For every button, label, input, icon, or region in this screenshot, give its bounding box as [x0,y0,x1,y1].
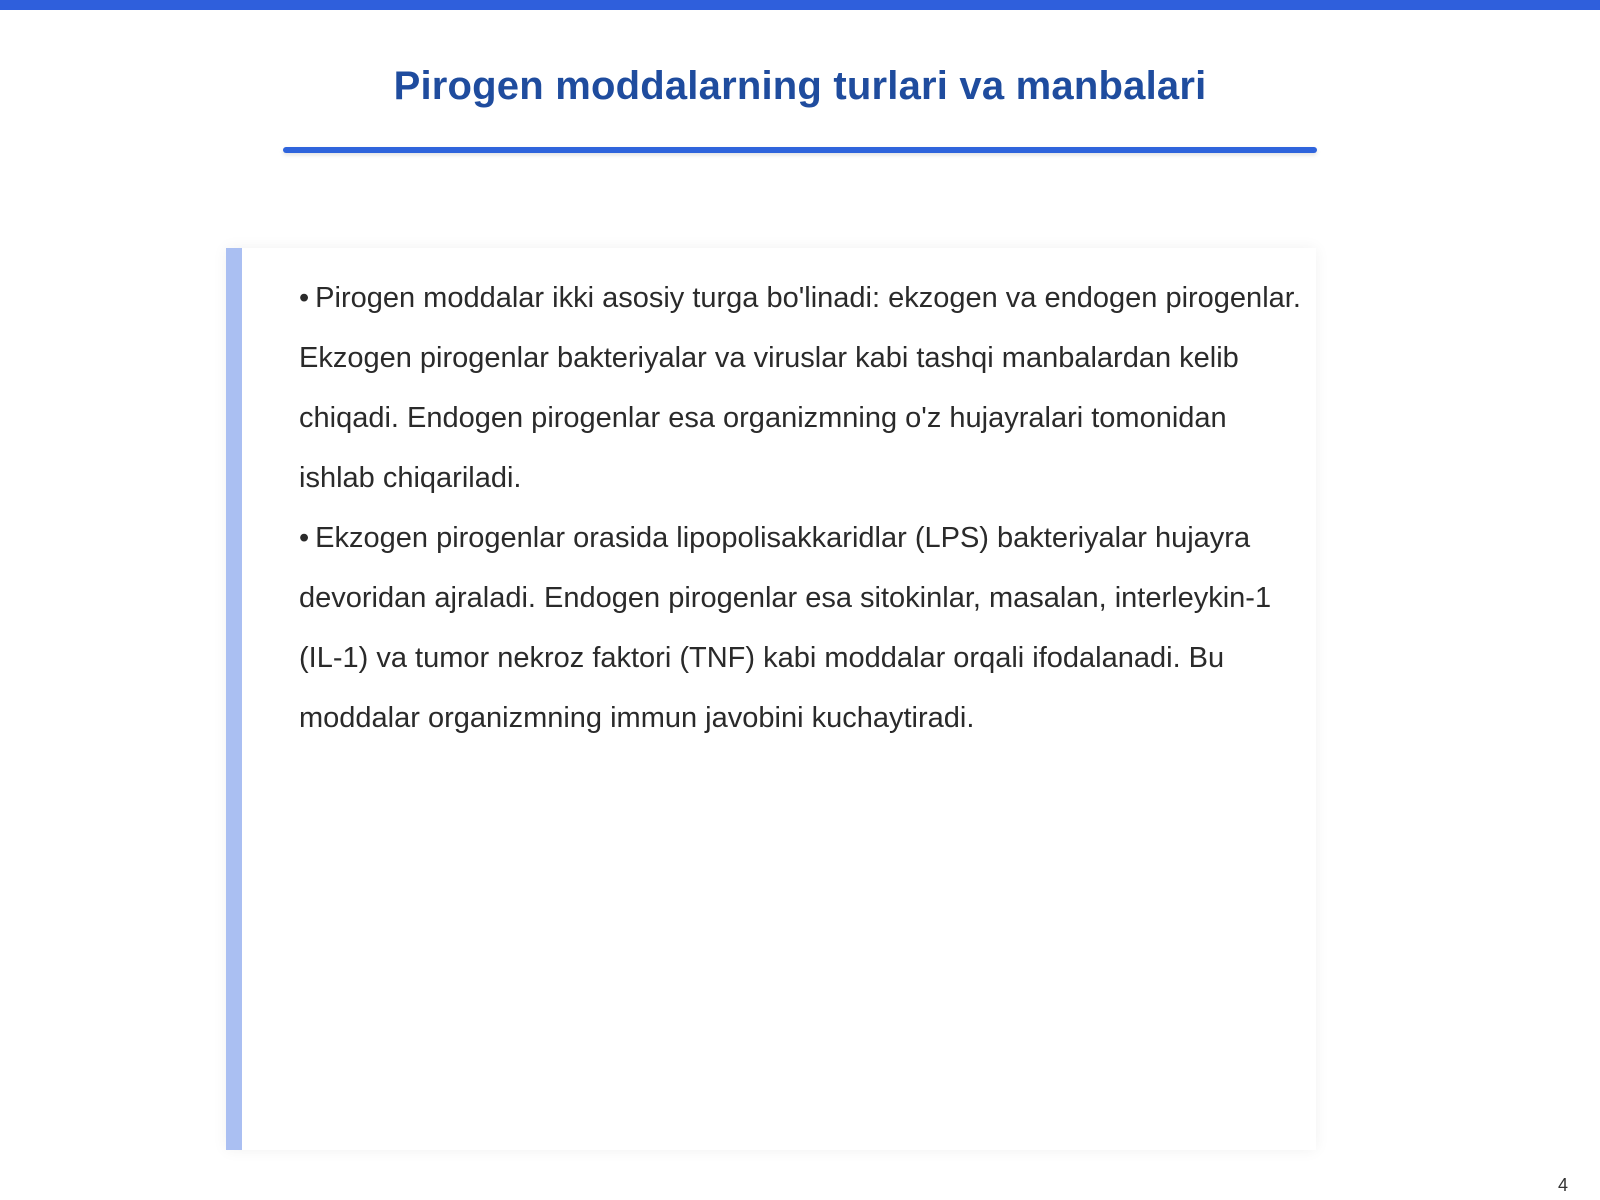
bullet-list [299,268,1309,748]
bullet-marker: • [299,282,310,314]
bullet-item [299,508,1309,748]
title-underline [283,147,1317,153]
bullet-marker: • [299,522,310,554]
bullet-text: Ekzogen pirogenlar orasida lipopolisakkaridlar (LPS) bakteriyalar hujayra devoridan ajraladi. Endogen pirogenlar esa sitokinlar, masalan, interleykin-1 (IL-1) va tumor nekroz faktori (TNF) kabi moddalar orqali ifodalanadi. Bu moddalar organizmning immun javobini kuchaytiradi. [299,522,1272,734]
bullet-item [299,268,1309,508]
slide-title: Pirogen moddalarning turlari va manbalari [393,64,1207,108]
top-accent-bar [0,0,1600,10]
bullet-text: Pirogen moddalar ikki asosiy turga bo'linadi: ekzogen va endogen pirogenlar. Ekzogen pirogenlar bakteriyalar va viruslar kabi tashqi manbalardan kelib chiqadi. Endogen pirogenlar esa organizmning o'z hujayralari tomonidan ishlab chiqariladi. [299,282,1301,494]
page-number: 4 [1557,1175,1568,1195]
content-side-accent-bar [226,248,242,1150]
